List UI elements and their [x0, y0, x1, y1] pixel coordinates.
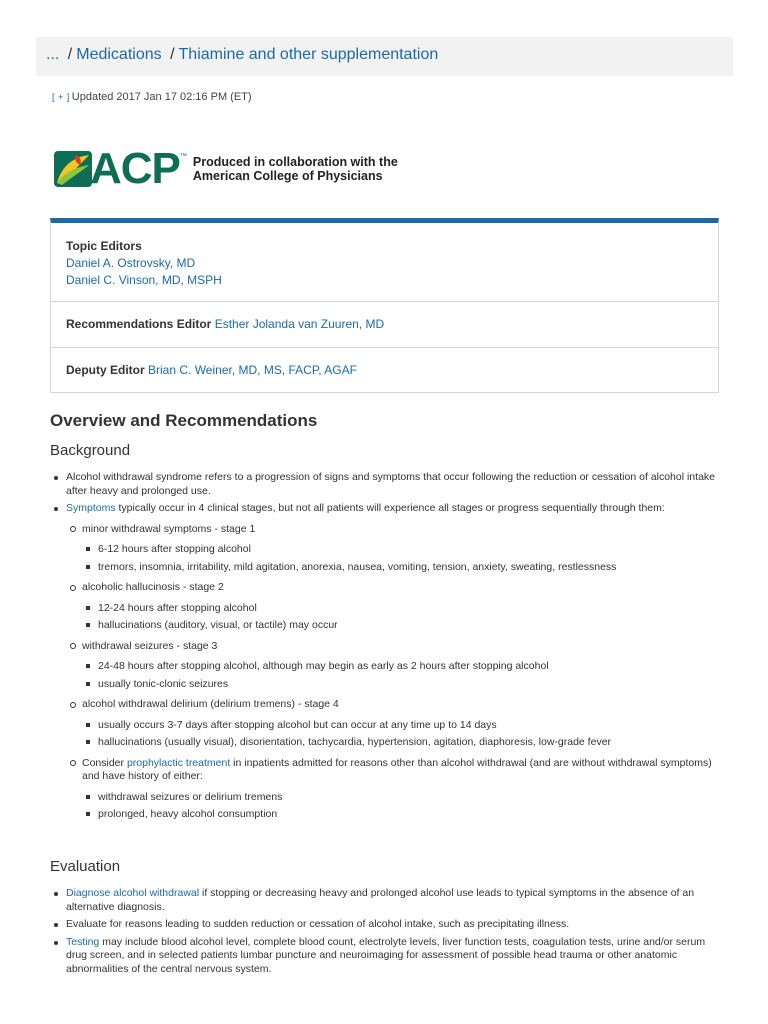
- list-item: [66, 523, 720, 575]
- trademark-symbol: ™: [179, 153, 187, 160]
- evaluate-text: Evaluate for reasons leading to sudden reduction or cessation of alcohol intake, such as precipitating illness.: [66, 918, 570, 930]
- testing-text: may include blood alcohol level, complete blood count, electrolyte levels, liver function tests, coagulation tests, urine and/or serum drug screen, and in selected patients lumbar puncture and neuroimaging for assessment of possible head trauma or other anatomic abnormalities of the central nervous system.: [66, 935, 706, 975]
- list-item: tremors, insomnia, irritability, mild agitation, anorexia, nausea, vomiting, tension, anxiety, sweating, restlessness: [82, 561, 720, 575]
- topic-editor-link-2[interactable]: Daniel C. Vinson, MD, MSPH: [66, 273, 222, 287]
- acp-tagline-line2: American College of Physicians: [192, 169, 383, 183]
- expand-updates-button[interactable]: [ + ]: [52, 92, 70, 102]
- deputy-editor-link[interactable]: Brian C. Weiner, MD, MS, FACP, AGAF: [148, 363, 357, 377]
- breadcrumb-item-medications[interactable]: Medications: [76, 46, 162, 63]
- acp-emblem-icon: [54, 151, 92, 187]
- evaluation-content: [50, 887, 720, 980]
- prophylactic-treatment-link[interactable]: prophylactic treatment: [126, 756, 231, 769]
- evaluation-heading: Evaluation: [50, 858, 121, 875]
- stage-2-label: alcoholic hallucinosis - stage 2: [82, 581, 224, 593]
- list-item: [50, 918, 720, 932]
- stage-4-label: alcohol withdrawal delirium (delirium tremens) - stage 4: [82, 698, 339, 710]
- acp-logo: [54, 144, 398, 193]
- list-item: hallucinations (usually visual), disorientation, tachycardia, hypertension, agitation, diaphoresis, low-grade fever: [82, 736, 720, 750]
- deputy-editor-label: Deputy Editor: [66, 363, 145, 377]
- background-heading: Background: [50, 442, 131, 459]
- background-list: [50, 471, 720, 822]
- stages-list: [66, 523, 720, 822]
- list-item: [50, 887, 720, 914]
- stage-1-label: minor withdrawal symptoms - stage 1: [82, 522, 256, 535]
- acp-brand-text: ACP: [90, 144, 180, 193]
- list-item: usually occurs 3-7 days after stopping alcohol but can occur at any time up to 14 days: [82, 719, 720, 733]
- list-item: [66, 757, 720, 822]
- breadcrumb-separator: /: [170, 46, 175, 63]
- list-item: [50, 471, 720, 498]
- diagnose-text: if stopping or decreasing heavy and prolonged alcohol use leads to typical symptoms in the absence of an alternative diagnosis.: [66, 887, 695, 913]
- consider-text-post: in inpatients admitted for reasons other than alcohol withdrawal (and are without withdrawal symptoms) and have history of either:: [82, 756, 712, 782]
- consider-text-pre: Consider: [82, 756, 127, 769]
- list-item: hallucinations (auditory, visual, or tactile) may occur: [82, 619, 720, 633]
- list-item: [66, 698, 720, 750]
- breadcrumb-ellipsis-link[interactable]: ...: [46, 46, 60, 63]
- updated-timestamp: Updated 2017 Jan 17 02:16 PM (ET): [71, 91, 252, 103]
- list-item: usually tonic-clonic seizures: [82, 678, 720, 692]
- list-item: [50, 936, 720, 977]
- list-item: [66, 581, 720, 633]
- recommendations-editor-label: Recommendations Editor: [66, 317, 212, 331]
- list-item: [50, 502, 720, 822]
- acp-tagline: [193, 155, 398, 183]
- breadcrumb-item-thiamine[interactable]: Thiamine and other supplementation: [178, 46, 439, 63]
- list-item: 12-24 hours after stopping alcohol: [82, 602, 720, 616]
- symptoms-link[interactable]: Symptoms: [66, 502, 116, 514]
- list-item: 24-48 hours after stopping alcohol, although may begin as early as 2 hours after stopping alcohol: [82, 660, 720, 674]
- editors-panel: [50, 218, 719, 393]
- recommendations-editor-link[interactable]: Esther Jolanda van Zuuren, MD: [214, 317, 385, 331]
- acp-tagline-line1: Produced in collaboration with the: [192, 155, 398, 169]
- breadcrumb-separator: /: [67, 46, 73, 63]
- deputy-editor-section: [51, 348, 718, 393]
- diagnose-alcohol-withdrawal-link[interactable]: Diagnose alcohol withdrawal: [66, 887, 200, 899]
- symptoms-text: typically occur in 4 clinical stages, but not all patients will experience all stages or progress sequentially through them:: [115, 502, 665, 514]
- topic-editors-label: Topic Editors: [66, 239, 142, 253]
- stage-3-label: withdrawal seizures - stage 3: [82, 639, 218, 652]
- testing-link[interactable]: Testing: [66, 935, 100, 948]
- overview-heading: Overview and Recommendations: [50, 411, 318, 430]
- background-item-text: Alcohol withdrawal syndrome refers to a progression of signs and symptoms that occur following the reduction or cessation of alcohol intake after heavy and prolonged use.: [66, 471, 715, 497]
- topic-editors-section: [51, 223, 718, 302]
- list-item: withdrawal seizures or delirium tremens: [82, 791, 720, 805]
- updated-line: [52, 91, 252, 103]
- evaluation-list: [50, 887, 720, 976]
- topic-editor-link-1[interactable]: Daniel A. Ostrovsky, MD: [66, 256, 196, 270]
- list-item: prolonged, heavy alcohol consumption: [82, 808, 720, 822]
- recommendations-editor-section: [51, 302, 718, 348]
- list-item: 6-12 hours after stopping alcohol: [82, 543, 720, 557]
- background-content: [50, 471, 720, 829]
- list-item: [66, 640, 720, 692]
- breadcrumb: [36, 37, 733, 76]
